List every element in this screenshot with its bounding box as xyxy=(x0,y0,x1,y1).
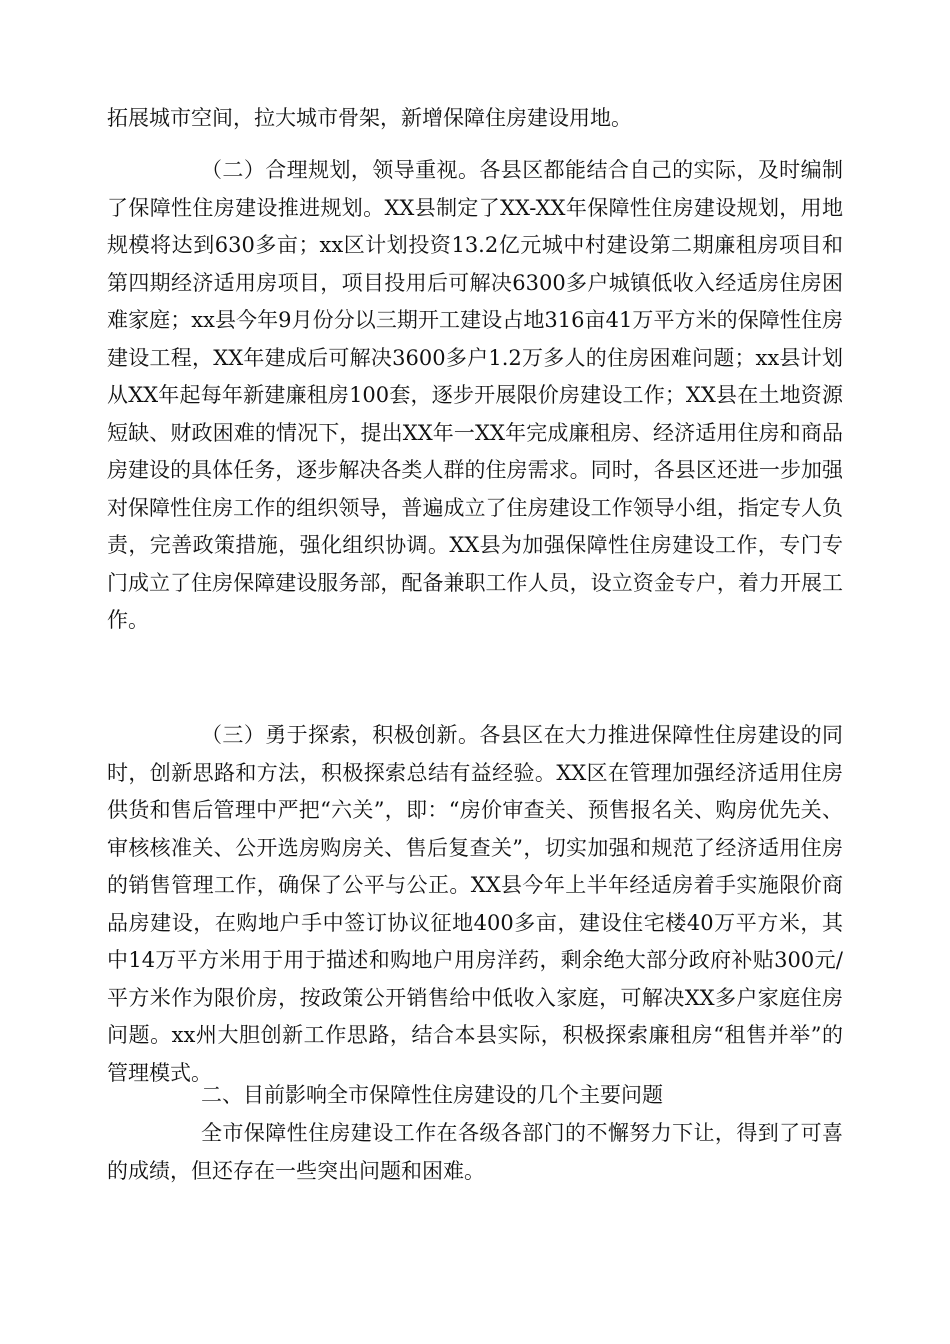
paragraph-planning: （二）合理规划，领导重视。各县区都能结合自己的实际，及时编制了保障性住房建设推进规划。XX县制定了XX-XX年保障性住房建设规划，用地规模将达到630多亩；xx区计划投资13.2亿元城中村建设第二期廉租房项目和第四期经济适用房项目，项目投用后可解决6300多户城镇低收入经适房住房困难家庭；xx县今年9月份分以三期开工建设占地316亩41万平方米的保障性住房建设工程，XX年建成后可解决3600多户1.2万多人的住房困难问题；xx县计划从XX年起每年新建廉租房100套，逐步开展限价房建设工作；XX县在土地资源短缺、财政困难的情况下，提出XX年一XX年完成廉租房、经济适用住房和商品房建设的具体任务，逐步解决各类人群的住房需求。同时，各县区还进一步加强对保障性住房工作的组织领导，普遍成立了住房建设工作领导小组，指定专人负责，完善政策措施，强化组织协调。XX县为加强保障性住房建设工作，专门专门成立了住房保障建设服务部，配备兼职工作人员，设立资金专户，着力开展工作。 xyxy=(107,158,843,632)
section-heading-problems: 二、目前影响全市保障性住房建设的几个主要问题 xyxy=(201,1083,663,1107)
paragraph-innovation: （三）勇于探索，积极创新。各县区在大力推进保障性住房建设的同时，创新思路和方法，积极探索总结有益经验。XX区在管理加强经济适用住房供货和售后管理中严把“六关”，即：“房价审查关、预售报名关、购房优先关、审核核准关、公开选房购房关、售后复查关”，切实加强和规范了经济适用住房的销售管理工作，确保了公平与公正。XX县今年上半年经适房着手实施限价商品房建设，在购地户手中签订协议征地400多亩，建设住宅楼40万平方米，其中14万平方米用于用于描述和购地户用房洋药，剩余绝大部分政府补贴300元/平方米作为限价房，按政策公开销售给中低收入家庭，可解决XX多户家庭住房问题。xx州大胆创新工作思路，结合本县实际，积极探索廉租房“租售并举”的管理模式。 xyxy=(107,723,843,1085)
paragraph-continuation: 拓展城市空间，拉大城市骨架，新增保障住房建设用地。 xyxy=(107,106,632,130)
paragraph-problems-intro: 全市保障性住房建设工作在各级各部门的不懈努力下让，得到了可喜的成绩，但还存在一些突出问题和困难。 xyxy=(107,1121,843,1183)
